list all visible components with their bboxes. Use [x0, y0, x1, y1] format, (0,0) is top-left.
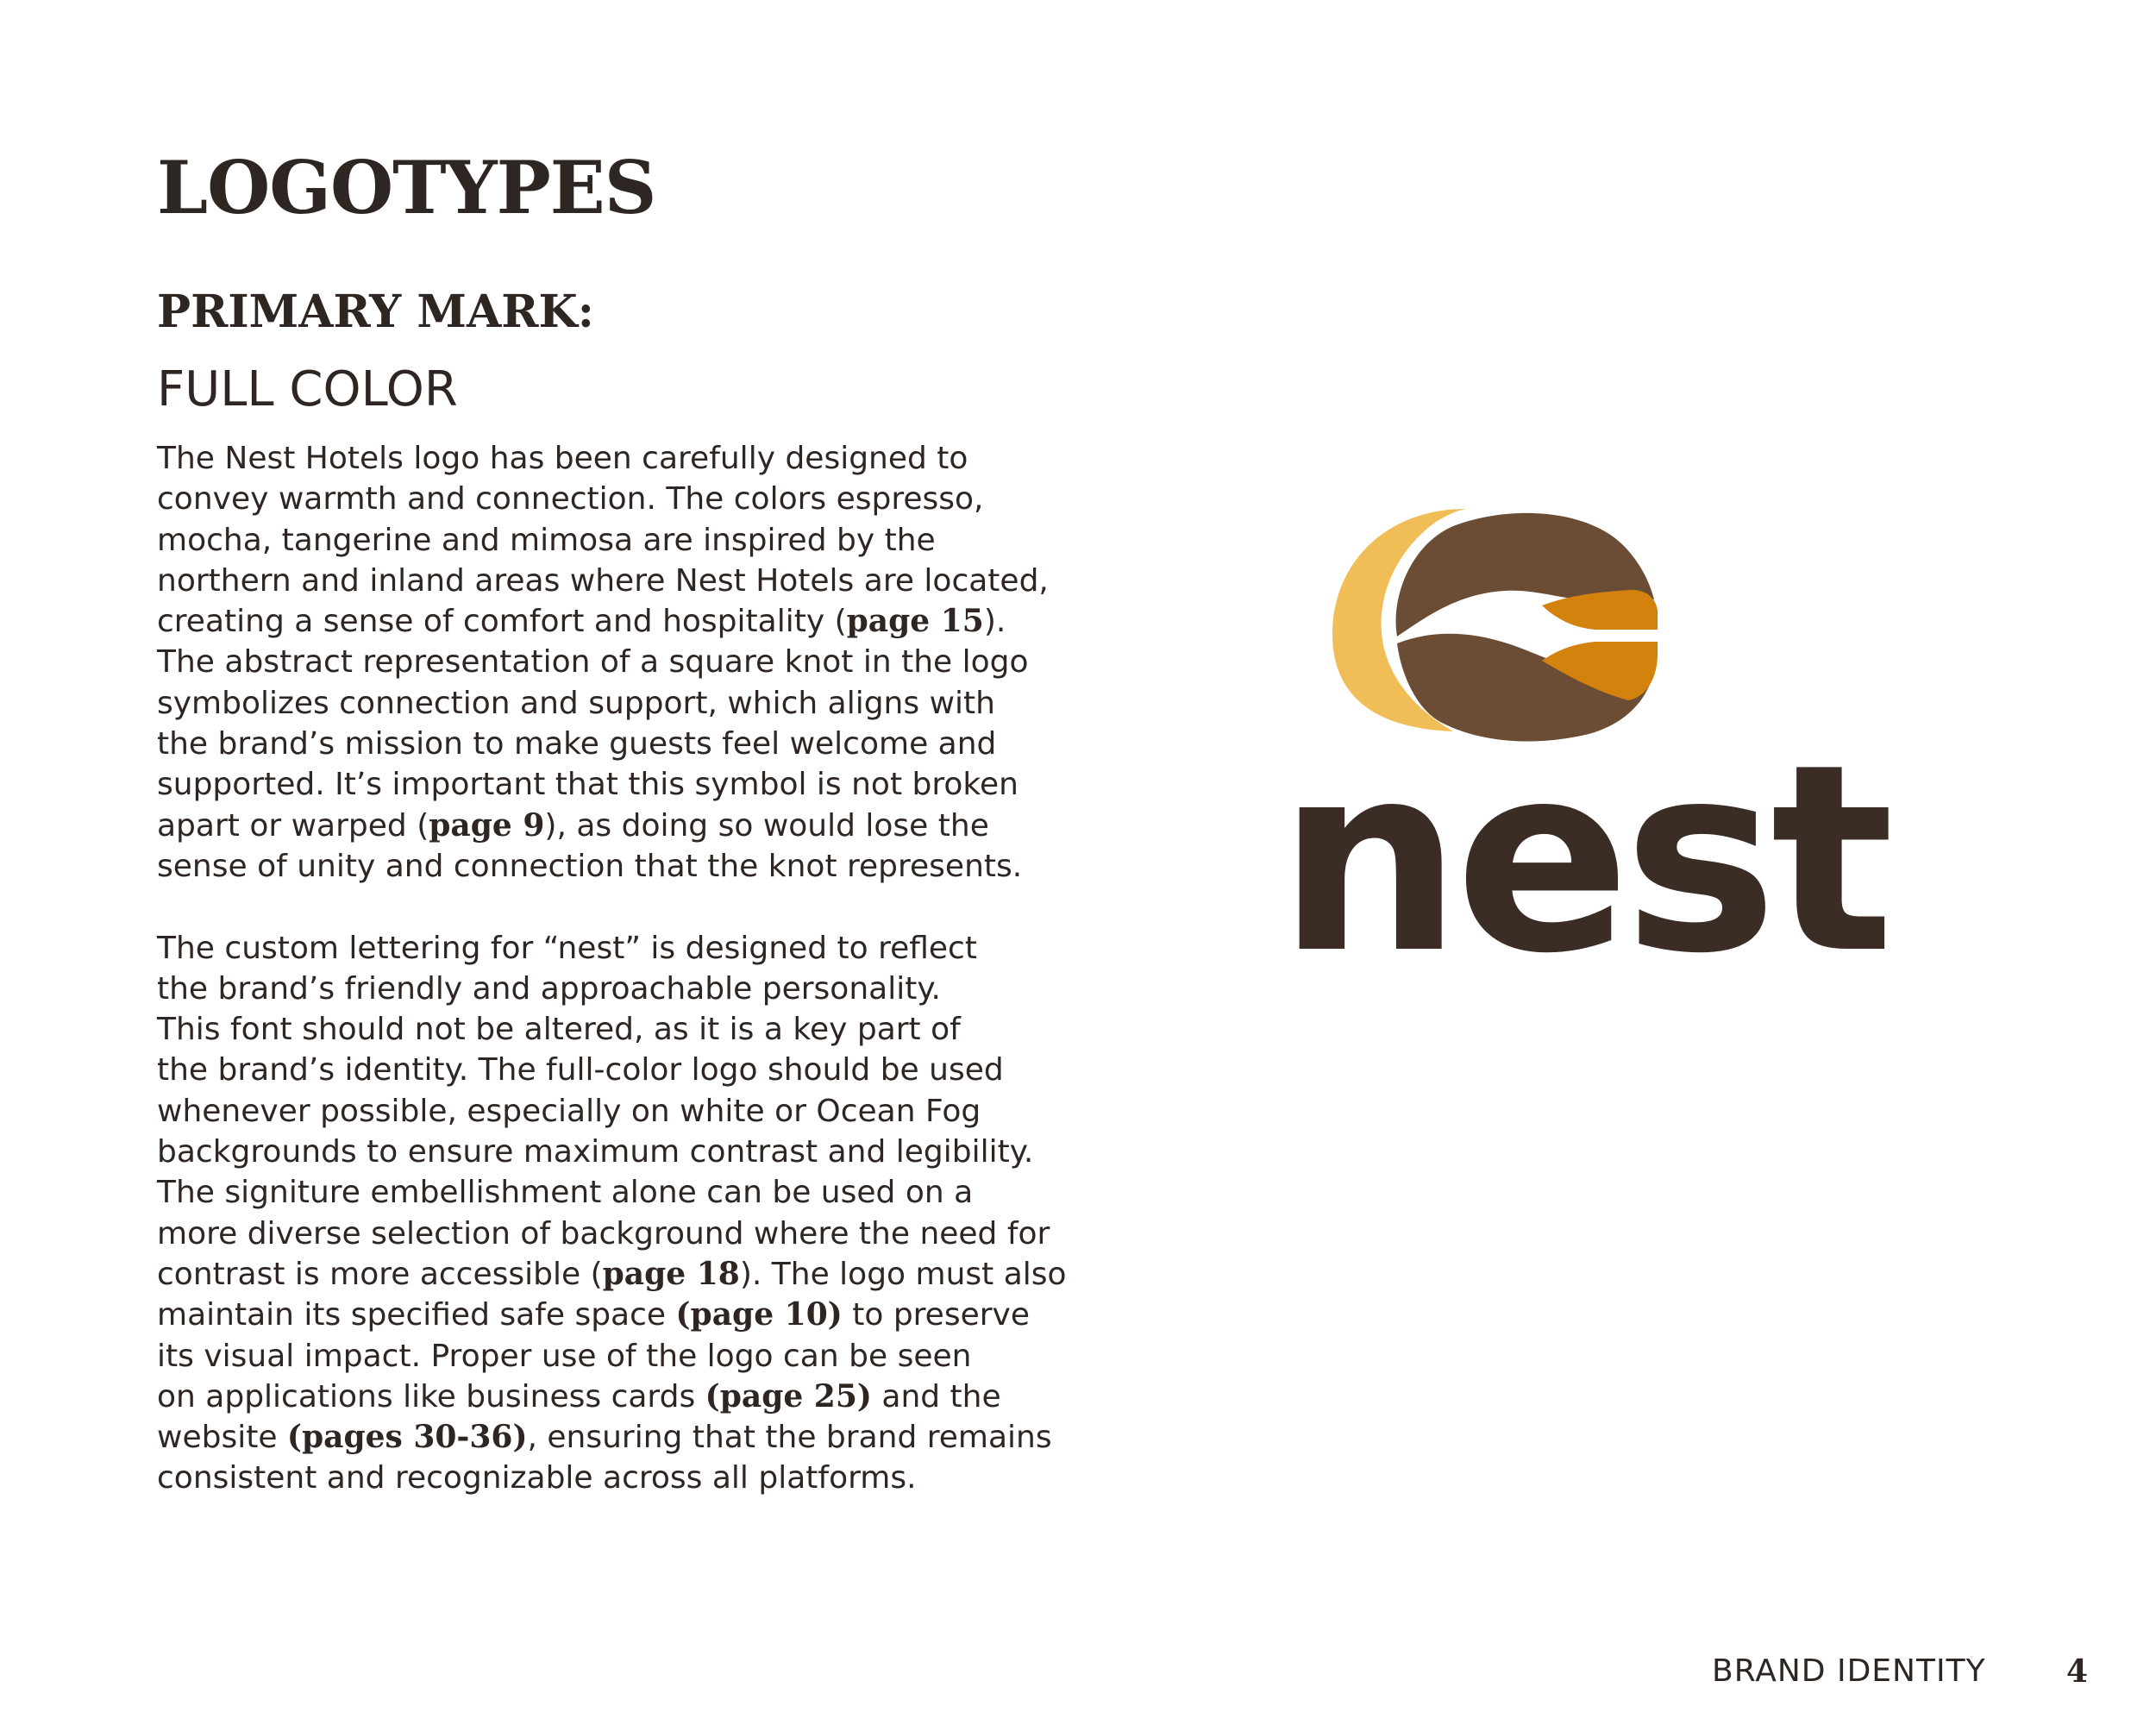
body-text-run: mocha, tangerine and mimosa are inspired by the	[157, 522, 936, 558]
body-text-run: backgrounds to ensure maximum contrast and legibility.	[157, 1134, 1034, 1170]
body-line	[157, 642, 1037, 682]
body-line	[157, 1050, 1037, 1090]
body-paragraph-2	[157, 928, 1067, 1499]
body-line	[157, 1254, 1067, 1295]
body-line	[157, 846, 1037, 887]
body-line	[157, 561, 1049, 601]
body-line	[157, 1091, 1037, 1132]
body-line	[157, 1377, 1037, 1417]
body-paragraph-1	[157, 438, 1049, 887]
page-number: 4	[2066, 1653, 2089, 1690]
body-text-run: The signiture embellishment alone can be used on a	[157, 1175, 974, 1211]
body-text	[157, 438, 1067, 1499]
body-text-run: apart or warped (	[157, 807, 429, 844]
body-line	[157, 1458, 1037, 1498]
page-reference: (page 10)	[675, 1296, 843, 1333]
body-text-run: ), as doing so would lose the	[544, 807, 989, 844]
body-text-run: The abstract representation of a square knot in the logo	[157, 644, 1029, 681]
body-line	[157, 683, 1037, 724]
body-text-run: on applications like business cards	[157, 1378, 705, 1414]
page-reference: (pages 30-36)	[286, 1419, 528, 1456]
section-subheading: PRIMARY MARK:	[157, 285, 594, 338]
body-line	[157, 1214, 1050, 1254]
body-text-run: creating a sense of comfort and hospitality (	[157, 604, 847, 640]
body-line	[157, 928, 1037, 969]
body-text-run: maintain its specified safe space	[157, 1297, 676, 1333]
body-line	[157, 1172, 1037, 1213]
body-line	[157, 438, 1037, 479]
page-reference: page 18	[602, 1255, 740, 1292]
page-reference: (page 25)	[705, 1377, 872, 1414]
body-text-run: symbolizes connection and support, which aligns with	[157, 685, 995, 721]
page-reference: page 15	[846, 603, 984, 640]
body-line	[157, 1336, 1037, 1377]
body-line	[157, 1132, 1037, 1172]
page-title: LOGOTYPES	[157, 145, 656, 230]
body-text-run: ). The logo must also	[739, 1256, 1067, 1292]
nest-wordmark: nest	[1277, 709, 1888, 1010]
body-text-run: The custom lettering for “nest” is designed to reflect	[157, 930, 977, 966]
body-line	[157, 806, 1037, 846]
body-text-run: the brand’s mission to make guests feel welcome and	[157, 726, 997, 762]
body-text-run: to preserve	[842, 1297, 1030, 1333]
body-line	[157, 479, 1037, 519]
body-text-run: convey warmth and connection. The colors espresso,	[157, 481, 984, 518]
body-line	[157, 1417, 1052, 1458]
body-text-run: whenever possible, especially on white or Ocean Fog	[157, 1093, 981, 1129]
body-line	[157, 764, 1037, 805]
body-text-run: northern and inland areas where Nest Hotels are located,	[157, 562, 1049, 599]
body-text-run: its visual impact. Proper use of the logo can be seen	[157, 1338, 972, 1374]
body-text-run: the brand’s friendly and approachable personality.	[157, 970, 941, 1007]
body-text-run: consistent and recognizable across all platforms.	[157, 1460, 917, 1496]
body-text-run: contrast is more accessible (	[157, 1256, 603, 1292]
body-text-run: This font should not be altered, as it is a key part of	[157, 1012, 961, 1048]
body-line	[157, 724, 1037, 764]
page-reference: page 9	[429, 806, 545, 844]
body-text-run: website	[157, 1420, 287, 1456]
section-subheading-full-color: FULL COLOR	[157, 361, 458, 417]
body-text-run: ).	[983, 604, 1006, 640]
body-line	[157, 1295, 1037, 1335]
body-text-run: supported. It’s important that this symbol is not broken	[157, 767, 1018, 803]
body-line	[157, 520, 1037, 561]
body-line	[157, 601, 1037, 642]
body-text-run: more diverse selection of background where the need for	[157, 1215, 1050, 1251]
body-text-run: sense of unity and connection that the knot represents.	[157, 848, 1023, 884]
nest-logo	[1277, 500, 1888, 1010]
footer-section-label: BRAND IDENTITY	[1712, 1653, 1986, 1689]
knot-emblem	[1332, 509, 1658, 742]
body-line	[157, 1009, 1037, 1050]
body-line	[157, 969, 1037, 1009]
body-text-run: the brand’s identity. The full-color logo should be used	[157, 1052, 1004, 1088]
body-text-run: and the	[871, 1378, 1001, 1414]
body-text-run: , ensuring that the brand remains	[527, 1420, 1052, 1456]
body-text-run: The Nest Hotels logo has been carefully designed to	[157, 441, 968, 476]
